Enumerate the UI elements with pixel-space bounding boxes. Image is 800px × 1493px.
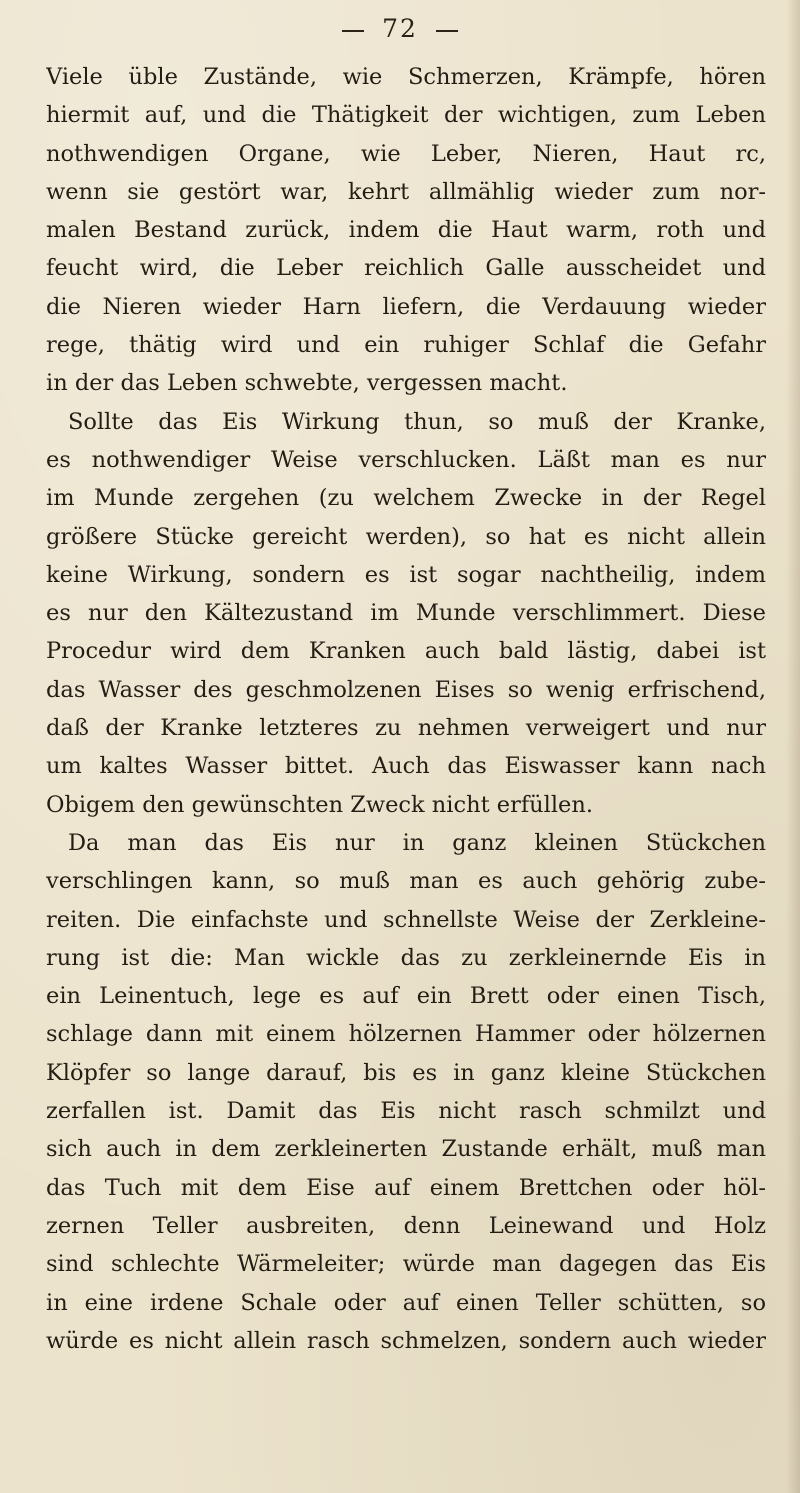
text-line: zerfallen ist. Damit das Eis nicht rasch schmilzt und [46,1098,766,1125]
text-line: um kaltes Wasser bittet. Auch das Eiswasser kann nach [46,753,766,780]
text-line: es nur den Kältezustand im Munde verschlimmert. Diese [46,600,766,627]
text-line: malen Bestand zurück, indem die Haut warm, roth und [46,217,766,244]
text-line: hiermit auf, und die Thätigkeit der wichtigen, zum Leben [46,102,766,129]
text-line: in der das Leben schwebte, vergessen macht. [46,370,568,397]
text-line: daß der Kranke letzteres zu nehmen verweigert und nur [46,715,766,742]
text-line: das Tuch mit dem Eise auf einem Brettchen oder höl- [46,1174,766,1201]
text-line: ein Leinentuch, lege es auf ein Brett oder einen Tisch, [46,983,766,1010]
text-line: Sollte das Eis Wirkung thun, so muß der Kranke, [68,408,766,435]
text-line: feucht wird, die Leber reichlich Galle ausscheidet und [46,255,766,282]
text-line: wenn sie gestört war, kehrt allmählig wieder zum nor- [46,178,766,205]
text-line: nothwendigen Organe, wie Leber, Nieren, Haut rc, [46,140,766,167]
text-line: rege, thätig wird und ein ruhiger Schlaf die Gefahr [46,332,766,359]
text-line: schlage dann mit einem hölzernen Hammer oder hölzernen [46,1021,766,1048]
body-text [46,58,766,1360]
text-line: Obigem den gewünschten Zweck nicht erfüllen. [46,791,594,818]
text-line: zernen Teller ausbreiten, denn Leinewand und Holz [46,1212,766,1239]
text-line: würde es nicht allein rasch schmelzen, sondern auch wieder [46,1327,766,1354]
text-line: Klöpfer so lange darauf, bis es in ganz kleine Stückchen [46,1059,766,1086]
page-edge-shadow [786,0,800,1493]
text-line: im Munde zergehen (zu welchem Zwecke in der Regel [46,485,766,512]
text-line: es nothwendiger Weise verschlucken. Läßt man es nur [46,446,766,473]
text-line: Viele üble Zustände, wie Schmerzen, Krämpfe, hören [46,64,766,90]
text-line: Da man das Eis nur in ganz kleinen Stückchen [68,829,766,856]
text-line: in eine irdene Schale oder auf einen Teller schütten, so [46,1289,766,1316]
header-dash-right [436,30,458,32]
text-line: das Wasser des geschmolzenen Eises so wenig erfrischend, [46,676,766,703]
page-header [0,14,800,43]
text-line: verschlingen kann, so muß man es auch gehörig zube- [46,868,766,895]
text-line: größere Stücke gereicht werden), so hat es nicht allein [46,523,766,550]
text-line: die Nieren wieder Harn liefern, die Verdauung wieder [46,293,766,320]
page-number: 72 [382,14,418,43]
header-dash-left [342,30,364,32]
text-line: sich auch in dem zerkleinerten Zustande erhält, muß man [46,1136,766,1163]
text-line: keine Wirkung, sondern es ist sogar nachtheilig, indem [46,561,766,588]
text-line: Procedur wird dem Kranken auch bald lästig, dabei ist [46,638,766,665]
text-line: rung ist die: Man wickle das zu zerkleinernde Eis in [46,944,766,971]
text-line: sind schlechte Wärmeleiter; würde man dagegen das Eis [46,1251,766,1278]
text-line: reiten. Die einfachste und schnellste Weise der Zerkleine- [46,906,766,933]
